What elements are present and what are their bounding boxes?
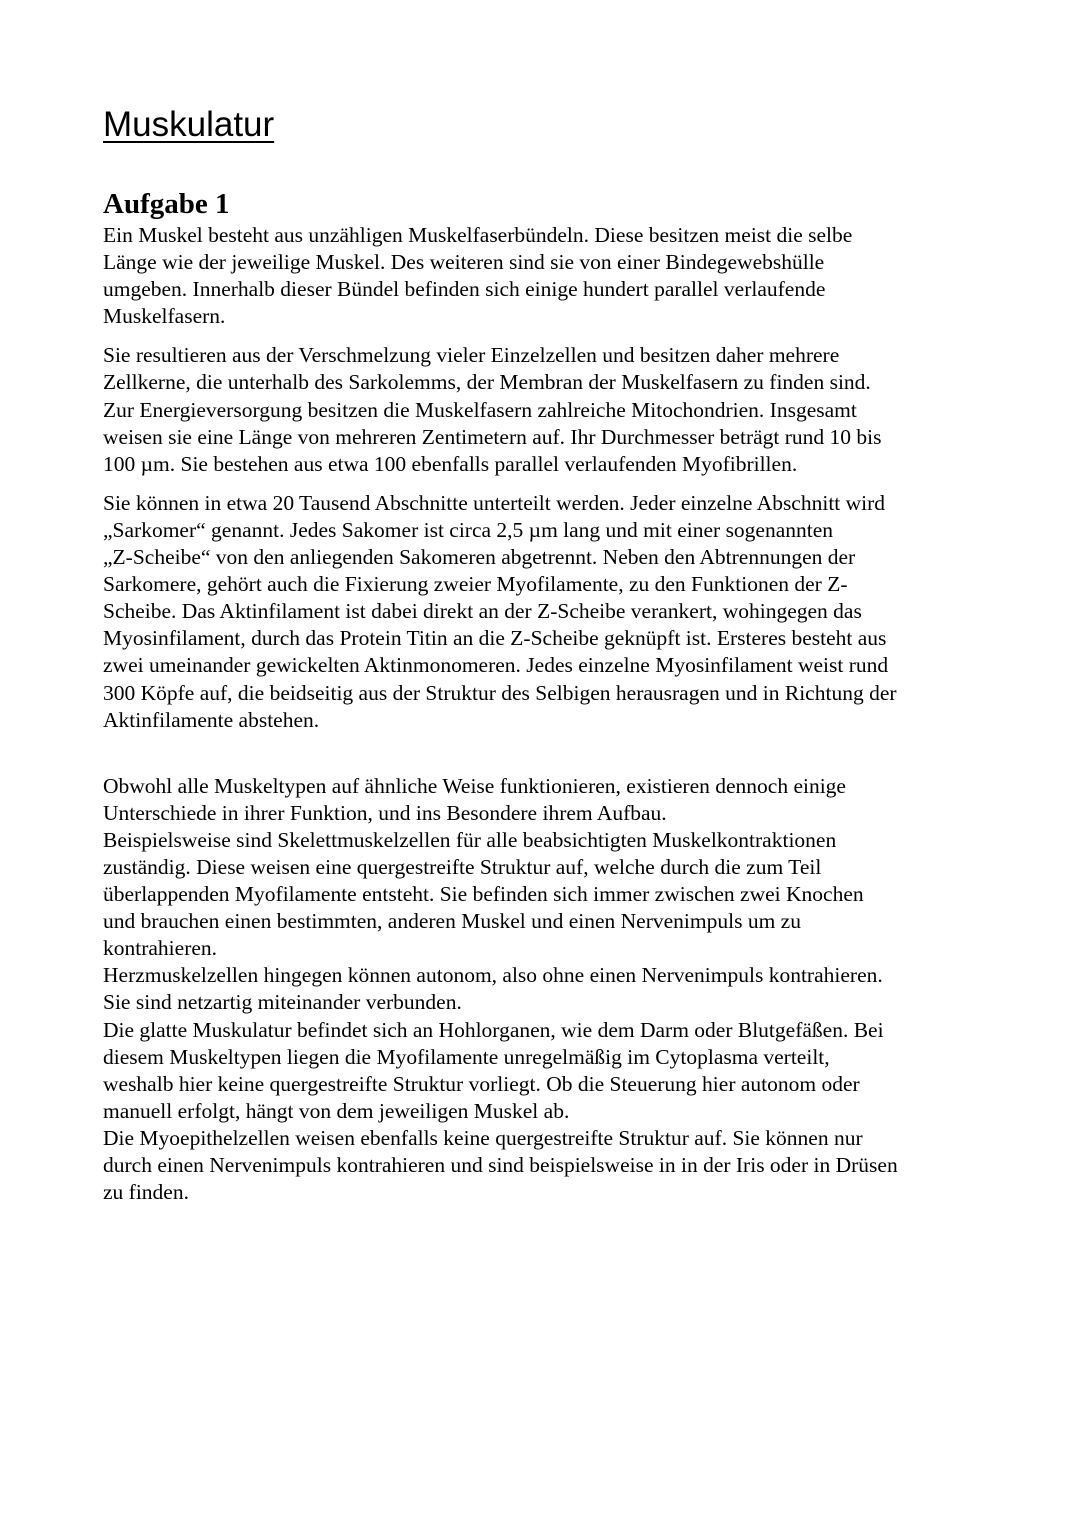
document-title: Muskulatur xyxy=(103,105,275,144)
paragraph-2: Sie resultieren aus der Verschmelzung vieler Einzelzellen und besitzen daher mehrere Zellkerne, die unterhalb des Sarkolemms, der Membran der Muskelfasern zu finden sind. Zur Energieversorgung besitzen die Muskelfasern zahlreiche Mitochondrien. Insgesamt weisen sie eine Länge von mehreren Zentimetern auf. Ihr Durchmesser beträgt rund 10 bis 100 µm. Sie bestehen aus etwa 100 ebenfalls parallel verlaufenden Myofibrillen. xyxy=(103,343,882,476)
paragraph-3: Sie können in etwa 20 Tausend Abschnitte unterteilt werden. Jeder einzelne Abschnitt wird „Sarkomer“ genannt. Jedes Sakomer ist circa 2,5 µm lang und mit einer sogenannten „Z-Scheibe“ von den anliegenden Sakomeren abgetrennt. Neben den Abtrennungen der Sarkomere, gehört auch die Fixierung zweier Myofilamente, zu den Funktionen der Z- Scheibe. Das Aktinfilament ist dabei direkt an der Z-Scheibe verankert, wohingegen das Myosinfilament, durch das Protein Titin an die Z-Scheibe geknüpft ist. Ersteres besteht aus zwei umeinander gewickelten Aktinmonomeren. Jedes einzelne Myosinfilament weist rund 300 Köpfe auf, die beidseitig aus der Struktur des Selbigen herausragen und in Richtung der Aktinfilamente abstehen. xyxy=(103,490,897,732)
section-aufgabe-1 xyxy=(103,186,983,1206)
section-heading: Aufgabe 1 xyxy=(103,188,230,220)
paragraph-1: Ein Muskel besteht aus unzähligen Muskelfaserbündeln. Diese besitzen meist die selbe Länge wie der jeweilige Muskel. Des weiteren sind sie von einer Bindegewebshülle umgeben. Innerhalb dieser Bündel befinden sich einige hundert parallel verlaufende Muskelfasern. xyxy=(103,223,853,329)
paragraph-4: Obwohl alle Muskeltypen auf ähnliche Weise funktionieren, existieren dennoch einige Unterschiede in ihrer Funktion, und ins Besondere ihrem Aufbau. Beispielsweise sind Skelettmuskelzellen für alle beabsichtigten Muskelkontraktionen zuständig. Diese weisen eine quergestreifte Struktur auf, welche durch die zum Teil überlappenden Myofilamente entsteht. Sie befinden sich immer zwischen zwei Knochen und brauchen einen bestimmten, anderen Muskel und einen Nervenimpuls um zu kontrahieren. Herzmuskelzellen hingegen können autonom, also ohne einen Nervenimpuls kontrahieren. Sie sind netzartig miteinander verbunden. Die glatte Muskulatur befindet sich an Hohlorganen, wie dem Darm oder Blutgefäßen. Bei diesem Muskeltypen liegen die Myofilamente unregelmäßig im Cytoplasma verteilt, weshalb hier keine quergestreifte Struktur vorliegt. Ob die Steuerung hier autonom oder manuell erfolgt, hängt von dem jeweiligen Muskel ab. Die Myoepithelzellen weisen ebenfalls keine quergestreifte Struktur auf. Sie können nur durch einen Nervenimpuls kontrahieren und sind beispielsweise in in der Iris oder in Drüsen zu finden. xyxy=(103,773,898,1205)
